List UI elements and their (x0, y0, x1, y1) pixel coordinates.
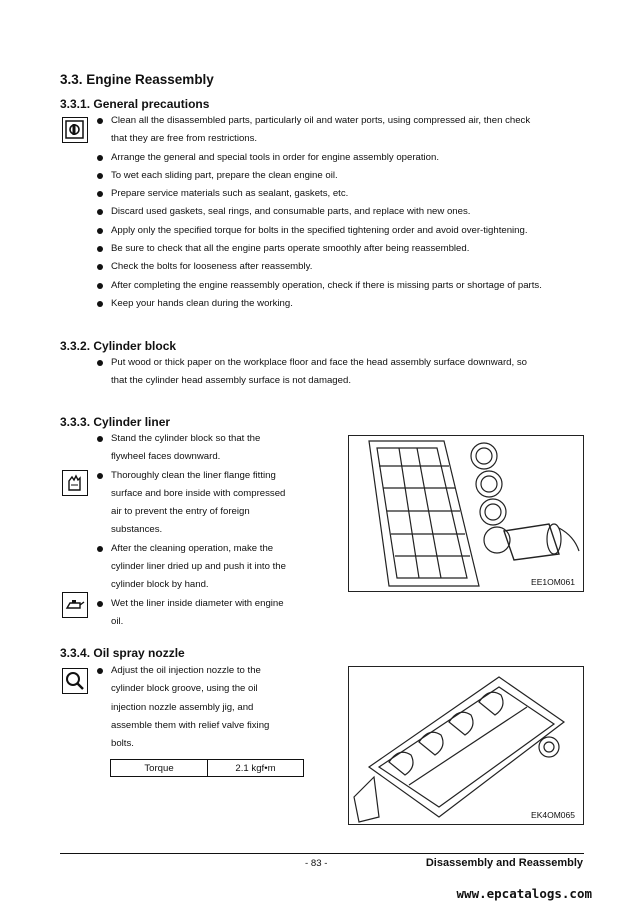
list-item-continuation: oil. (111, 615, 124, 627)
list-item-continuation: surface and bore inside with compressed (111, 487, 286, 499)
torque-table (110, 759, 304, 777)
magnifier-icon (62, 668, 88, 694)
list-item-continuation: substances. (111, 524, 163, 536)
list-item-continuation: cylinder block groove, using the oil (111, 683, 258, 695)
general-precautions-heading: 3.3.1. General precautions (60, 97, 210, 111)
hand-wipe-icon (62, 470, 88, 496)
list-item: After completing the engine reassembly operation, check if there is missing parts or shortage of parts. (96, 277, 586, 295)
table-row (111, 760, 304, 777)
torque-value: 2.1 kgf•m (208, 760, 304, 777)
cylinder-liner-figure (348, 435, 584, 592)
list-item: Put wood or thick paper on the workplace floor and face the head assembly surface downward, so (96, 354, 586, 372)
list-item-continuation: air to prevent the entry of foreign (111, 506, 250, 518)
cylinder-block-illustration (349, 436, 583, 591)
list-item: To wet each sliding part, prepare the clean engine oil. (96, 167, 586, 185)
section-title: 3.3. Engine Reassembly (60, 72, 214, 87)
list-item: Thoroughly clean the liner flange fitting (96, 467, 326, 485)
list-item-continuation: that they are free from restrictions. (111, 133, 258, 145)
watermark: www.epcatalogs.com (456, 886, 592, 901)
list-item: Check the bolts for looseness after reassembly. (96, 258, 586, 276)
figure-code: EK4OM065 (531, 810, 575, 820)
oil-can-icon (62, 592, 88, 618)
cylinder-liner-list (96, 430, 326, 631)
chapter-title: Disassembly and Reassembly (425, 857, 583, 869)
oil-spray-nozzle-figure (348, 666, 584, 825)
oil-spray-nozzle-heading: 3.3.4. Oil spray nozzle (60, 646, 185, 660)
page-number: - 83 - (305, 858, 328, 869)
footer-rule (60, 853, 584, 854)
general-precautions-list (96, 112, 586, 313)
list-item: Arrange the general and special tools in order for engine assembly operation. (96, 149, 586, 167)
list-item-continuation: that the cylinder head assembly surface is not damaged. (111, 375, 351, 387)
list-item: Prepare service materials such as sealant, gaskets, etc. (96, 185, 586, 203)
list-item-continuation: cylinder liner dried up and push it into the (111, 561, 286, 573)
engine-block-illustration (349, 667, 583, 824)
figure-code: EE1OM061 (531, 577, 575, 587)
list-item: Stand the cylinder block so that the (96, 430, 326, 448)
list-item: Be sure to check that all the engine parts operate smoothly after being reassembled. (96, 240, 586, 258)
list-item: Keep your hands clean during the working. (96, 295, 586, 313)
list-item-continuation: cylinder block by hand. (111, 579, 209, 591)
list-item-continuation: bolts. (111, 738, 134, 750)
list-item: After the cleaning operation, make the (96, 540, 326, 558)
list-item-continuation: flywheel faces downward. (111, 451, 221, 463)
cylinder-block-list (96, 354, 586, 391)
cylinder-block-heading: 3.3.2. Cylinder block (60, 339, 177, 353)
cylinder-liner-heading: 3.3.3. Cylinder liner (60, 415, 171, 429)
list-item: Wet the liner inside diameter with engine (96, 595, 326, 613)
list-item-continuation: assemble them with relief valve fixing (111, 719, 270, 731)
list-item: Adjust the oil injection nozzle to the (96, 662, 306, 680)
list-item-continuation: injection nozzle assembly jig, and (111, 701, 254, 713)
list-item: Apply only the specified torque for bolts in the specified tightening order and avoid over-tightening. (96, 222, 586, 240)
torque-label: Torque (111, 760, 208, 777)
list-item: Clean all the disassembled parts, particularly oil and water ports, using compressed air, then check (96, 112, 586, 130)
oil-spray-nozzle-list (96, 662, 306, 753)
list-item: Discard used gaskets, seal rings, and consumable parts, and replace with new ones. (96, 203, 586, 221)
cleaning-icon (62, 117, 88, 143)
